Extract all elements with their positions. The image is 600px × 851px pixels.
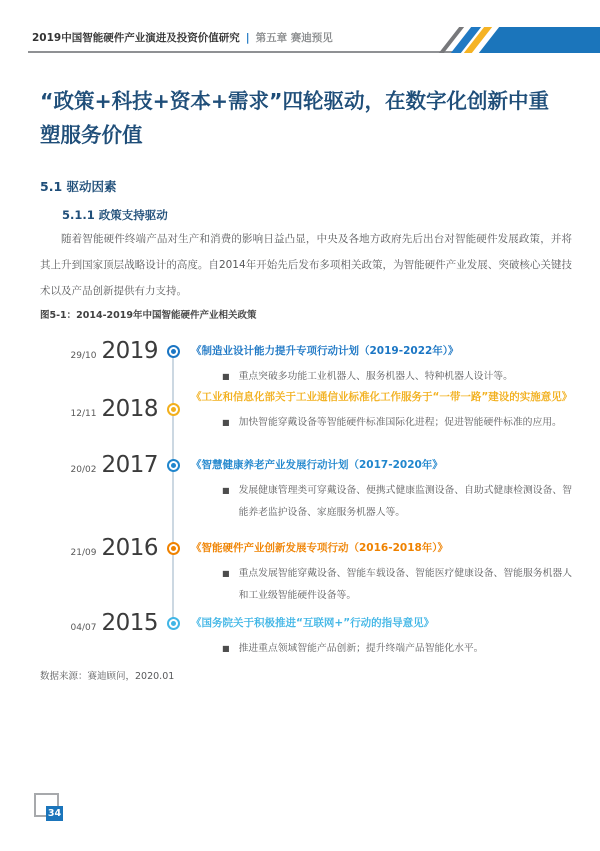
policy-bullet [191, 480, 572, 524]
timeline-entry-2015 [0, 612, 572, 660]
timeline-day: 21/09 [70, 548, 97, 558]
timeline-entry-2017 [0, 454, 572, 524]
policy-title: 《工业和信息化部关于工业通信业标准化工作服务于“一带一路”建设的实施意见》 [191, 391, 573, 403]
timeline-day: 29/10 [70, 351, 97, 361]
policy-bullet [191, 638, 572, 660]
policy-bullet-text: 推进重点领域智能产品创新；提升终端产品智能化水平。 [238, 643, 484, 654]
timeline-marker-icon [167, 459, 180, 472]
timeline-date [0, 398, 158, 421]
policy-bullet-text: 重点发展智能穿戴设备、智能车载设备、智能医疗健康设备、智能服务机器人和工业级智能硬件设备等。 [238, 568, 572, 601]
policy-title: 《国务院关于积极推进“互联网+”行动的指导意见》 [191, 617, 435, 629]
figure-caption: 图5-1：2014-2019年中国智能硬件产业相关政策 [40, 310, 257, 321]
timeline-year: 2017 [101, 452, 158, 478]
page-title: “政策+科技+资本+需求”四轮驱动，在数字化创新中重塑服务价值 [40, 89, 549, 147]
page-number-badge: 34 [47, 808, 62, 819]
bullet-square-icon: ■ [222, 372, 230, 381]
timeline-year: 2015 [101, 610, 158, 636]
timeline-markerbox [158, 398, 189, 416]
policy-bullet [191, 366, 572, 388]
timeline-year: 2018 [101, 396, 158, 422]
section-heading-5-1-1: 5.1.1 政策支持驱动 [62, 208, 168, 222]
policy-bullet-text: 重点突破多功能工业机器人、服务机器人、特种机器人设计等。 [238, 371, 513, 382]
timeline-date [0, 454, 158, 477]
timeline-date [0, 612, 158, 635]
policy-title: 《制造业设计能力提升专项行动计划（2019-2022年）》 [191, 345, 459, 357]
timeline-entry-2016 [0, 537, 572, 607]
timeline-day: 04/07 [70, 623, 97, 633]
policy-bullet-text: 发展健康管理类可穿戴设备、便携式健康监测设备、自助式健康检测设备、智能养老监护设备、家庭服务机器人等。 [238, 485, 572, 518]
timeline-dot-icon [171, 546, 176, 551]
timeline-content [189, 612, 572, 660]
timeline-dot-icon [171, 349, 176, 354]
timeline-content [189, 386, 572, 434]
policy-bullet-text: 加快智能穿戴设备等智能硬件标准国际化进程；促进智能硬件标准的应用。 [238, 417, 562, 428]
report-title: 2019中国智能硬件产业演进及投资价值研究 [32, 32, 240, 44]
timeline-date [0, 340, 158, 363]
timeline-marker-icon [167, 403, 180, 416]
timeline-content [189, 537, 572, 607]
policy-bullet [191, 412, 572, 434]
timeline-dot-icon [171, 621, 176, 626]
timeline-entry-2019 [0, 340, 572, 388]
timeline-content [189, 454, 572, 524]
timeline-markerbox [158, 537, 189, 555]
bullet-square-icon: ■ [222, 418, 230, 427]
bullet-square-icon: ■ [222, 486, 230, 495]
policy-bullet [191, 563, 572, 607]
policy-title: 《智慧健康养老产业发展行动计划（2017-2020年》 [191, 459, 443, 471]
timeline-markerbox [158, 454, 189, 472]
section-heading-5-1: 5.1 驱动因素 [40, 179, 117, 194]
timeline-year: 2019 [101, 338, 158, 364]
policy-title: 《智能硬件产业创新发展专项行动（2016-2018年）》 [191, 542, 449, 554]
timeline-entry-2018 [0, 386, 572, 434]
timeline-year: 2016 [101, 535, 158, 561]
data-source-note: 数据来源：赛迪顾问，2020.01 [40, 671, 175, 682]
timeline-marker-icon [167, 345, 180, 358]
timeline-dot-icon [171, 407, 176, 412]
bullet-square-icon: ■ [222, 569, 230, 578]
timeline-content [189, 340, 572, 388]
timeline-day: 20/02 [70, 465, 97, 475]
header-separator: | [245, 32, 250, 44]
timeline-dot-icon [171, 463, 176, 468]
timeline-day: 12/11 [70, 409, 97, 419]
timeline-markerbox [158, 340, 189, 358]
timeline-marker-icon [167, 542, 180, 555]
timeline-markerbox [158, 612, 189, 630]
chapter-label: 第五章 赛迪预见 [255, 32, 333, 44]
timeline-marker-icon [167, 617, 180, 630]
body-paragraph: 随着智能硬件终端产品对生产和消费的影响日益凸显，中央及各地方政府先后出台对智能硬件发展政策，并将其上升到国家顶层战略设计的高度。自2014年开始先后发布多项相关政策，为智能硬件产业发展、突破核心关键技术以及产品创新提供有力支持。 [40, 233, 572, 297]
bullet-square-icon: ■ [222, 644, 230, 653]
timeline-date [0, 537, 158, 560]
